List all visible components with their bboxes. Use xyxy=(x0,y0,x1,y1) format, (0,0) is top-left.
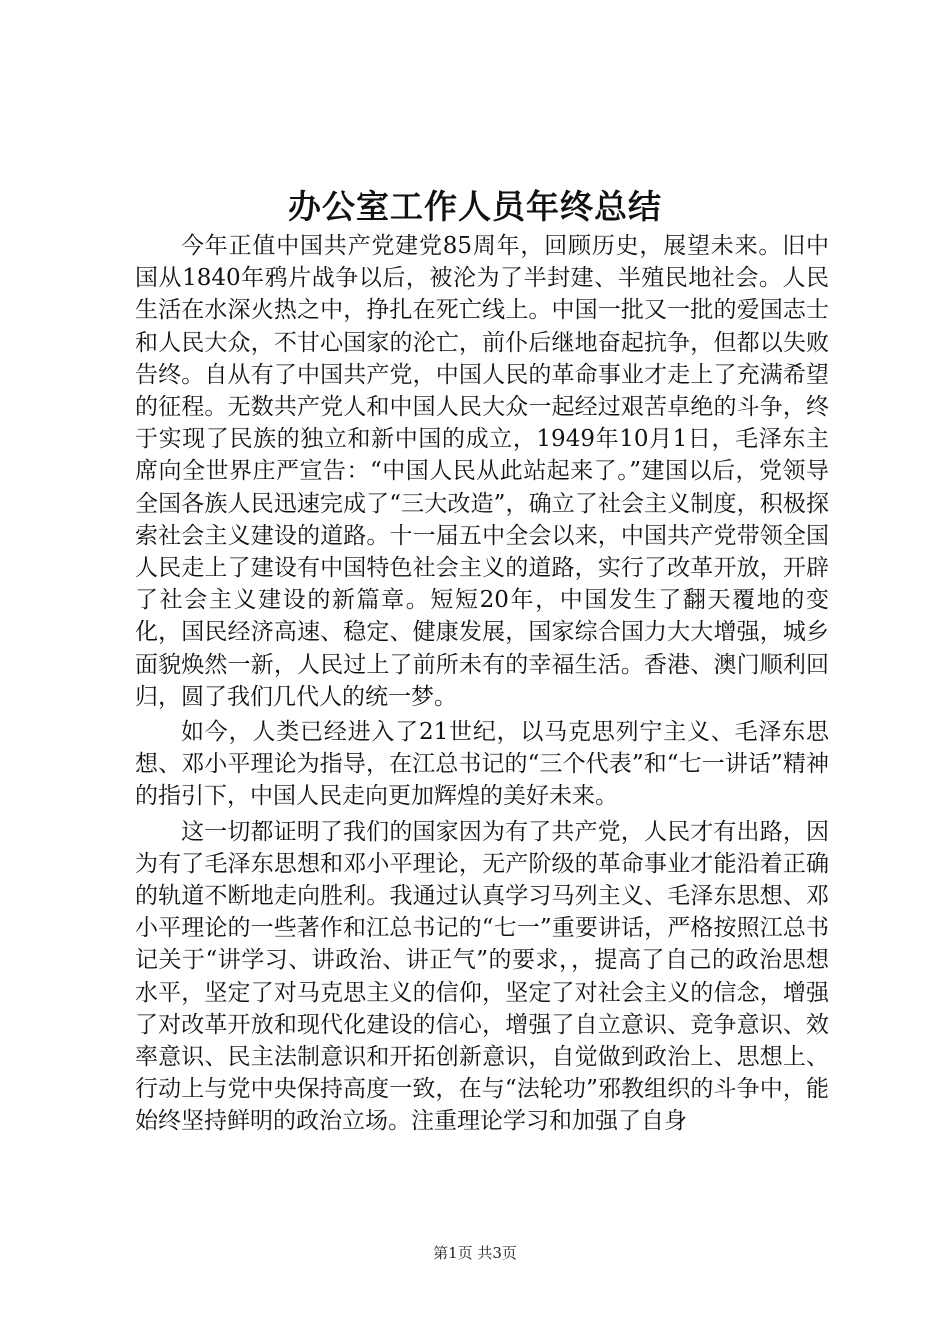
page-number-footer: 第1页 共3页 xyxy=(433,1244,517,1262)
document-body xyxy=(135,230,829,1138)
paragraph-2: 如今，人类已经进入了21世纪，以马克思列宁主义、毛泽东思想、邓小平理论为指导，在江总书记的“三个代表”和“七一讲话”精神的指引下，中国人民走向更加辉煌的美好未来。 xyxy=(135,719,829,810)
paragraph-1: 今年正值中国共产党建党85周年，回顾历史，展望未来。旧中国从1840年鸦片战争以后，被沦为了半封建、半殖民地社会。人民生活在水深火热之中，挣扎在死亡线上。中国一批又一批的爱国志士和人民大众，不甘心国家的沦亡，前仆后继地奋起抗争，但都以失败告终。自从有了中国共产党，中国人民的革命事业才走上了充满希望的征程。无数共产党人和中国人民大众一起经过艰苦卓绝的斗争，终于实现了民族的独立和新中国的成立，1949年10月1日，毛泽东主席向全世界庄严宣告：“中国人民从此站起来了。”建国以后，党领导全国各族人民迅速完成了“三大改造”，确立了社会主义制度，积极探索社会主义建设的道路。十一届五中全会以来，中国共产党带领全国人民走上了建设有中国特色社会主义的道路，实行了改革开放，开辟了社会主义建设的新篇章。短短20年，中国发生了翻天覆地的变化，国民经济高速、稳定、健康发展，国家综合国力大大增强，城乡面貌焕然一新，人民过上了前所未有的幸福生活。香港、澳门顺利回归，圆了我们几代人的统一梦。 xyxy=(135,233,829,710)
document-title: 办公室工作人员年终总结 xyxy=(288,187,662,226)
paragraph-3: 这一切都证明了我们的国家因为有了共产党，人民才有出路，因为有了毛泽东思想和邓小平理论，无产阶级的革命事业才能沿着正确的轨道不断地走向胜利。我通过认真学习马列主义、毛泽东思想、邓小平理论的一些著作和江总书记的“七一”重要讲话，严格按照江总书记关于“讲学习、讲政治、讲正气”的要求，，提高了自己的政治思想水平，坚定了对马克思主义的信仰，坚定了对社会主义的信念，增强了对改革开放和现代化建设的信心，增强了自立意识、竞争意识、效率意识、民主法制意识和开拓创新意识，自觉做到政治上、思想上、行动上与党中央保持高度一致，在与“法轮功”邪教组织的斗争中，能始终坚持鲜明的政治立场。注重理论学习和加强了自身 xyxy=(135,818,829,1135)
